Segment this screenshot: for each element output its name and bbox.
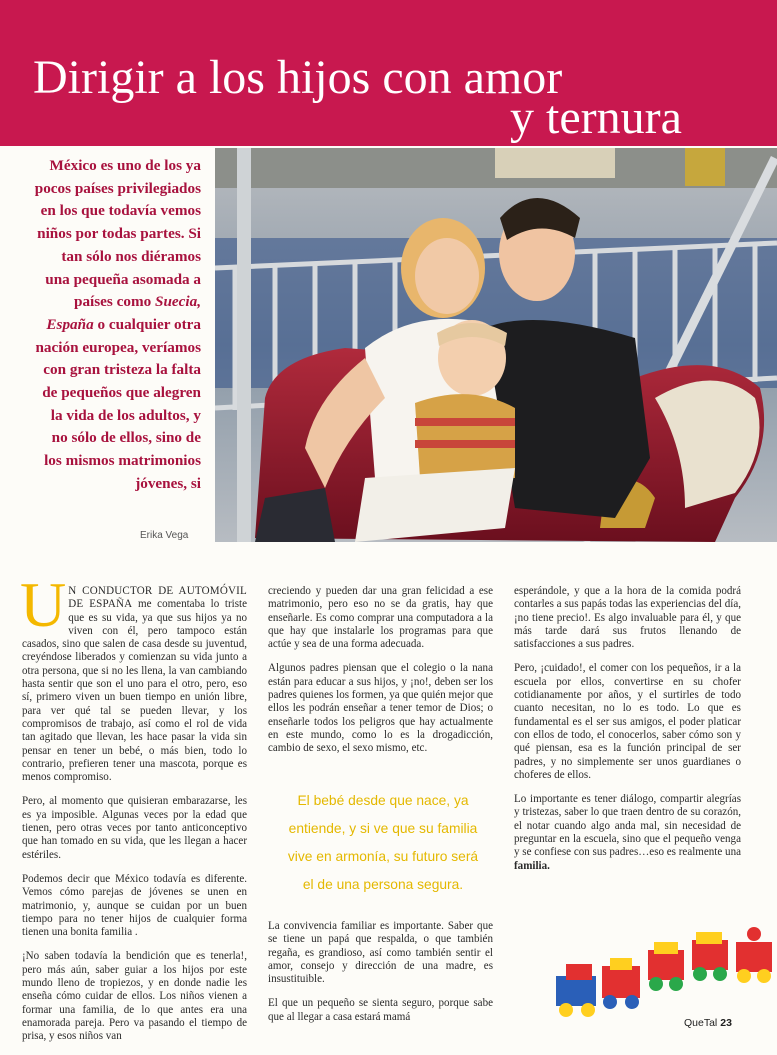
article-column-2-bottom [268,920,493,1035]
page-number: 23 [720,1017,732,1029]
lede-text-1: México es uno de los ya pocos países privilegiados en los que todavía vemos niños por todas partes. Si tan sólo nos diéramos una pequeña asomada a países como [34,157,201,311]
article-column-1 [20,569,247,1055]
photo-illustration [215,148,777,542]
family-carousel-photo [215,148,777,542]
paragraph-4: ¡No saben todavía la bendición que es tenerla!, pero más aún, saber guiar a los hijos por este mundo lleno de tropiezos, y en donde nadie les enseña cómo cuidar de ellos. Los niños vienen a formar una familia, de lo que antes era una enamorada pareja. Pero va pasando el tiempo de prisa, y esos niños van [22,950,247,1043]
title-banner [0,0,777,146]
page-footer [684,1017,732,1029]
toy-train-icon [548,926,777,1026]
lede-text-2: o cualquier otra nación europea, veríamos con gran tristeza la falta de pequeños que alegren la vida de los adultos, y no sólo de ellos, sino de los mismos matrimonios jóvenes, si [35,315,201,492]
paragraph-1 [20,569,247,784]
paragraph-10: Pero, ¡cuidado!, el comer con los pequeños, ir a la escuela por ellos, convertirse en su chofer cotidianamente por años, y el surtirles de todo cuanto necesitan, no lo es todo. Lo que es fundamental es el ser sus amigos, el poder platicar con ellos de todo, el conocerlos, saber cómo son y qué piensan, esa es la función principal de ser padres, y no simplemente ser unos guardianes o choferes de ellos. [514,662,741,781]
magazine-name: QueTal [684,1017,718,1029]
drop-cap-letter: U [20,569,67,640]
intro-lede [34,155,201,496]
paragraph-9: esperándole, y que a la hora de la comida podrá contarles a sus papás todas las experiencias del día, ¡no tiene precio!. Es algo invaluable para él, y que más tarde dará sus frutos llenando de satisfacciones a sus padres. [514,585,741,651]
paragraph-8: El que un pequeño se sienta seguro, porque sabe que al llegar a casa estará mamá [268,997,493,1023]
lede-italic-countries: Suecia, España [46,293,201,333]
paragraph-2: Pero, al momento que quisieran embarazarse, les es ya imposible. Algunas veces por la edad que tienen, pero otras veces por tanto anticonceptivo que han tomado en su vida, que les llegan a hacer estériles. [22,795,247,861]
paragraph-1-rest: me comentaba lo triste que es su vida, ya que sus hijos ya no viven con él, pero tampoco están casados, sino que salen de casa desde su juventud, creyéndose liberados y comienzan su vida junto a otra persona, que si no les llena, la van cambiando hasta sentir que son el uno para el otro, pero, eso sí, primero viven un buen tiempo en unión libre, para ver qué tal se pueden llevar, y los compromisos de trabajo, así como el rol de vida tan agitado que llevan, les hace pasar la vida sin pensar en tener un bebé, o más bien, todo lo contrario, prefieren tener una mascota, porque es menos compromiso. [22,598,247,784]
paragraph-3: Podemos decir que México todavía es diferente. Vemos cómo parejas de jóvenes se unen en matrimonio, y, aunque se cuidan por un buen tiempo para no tener hijos de cualquier forma tienen una bonita familia . [22,872,247,939]
pull-quote-line: entiende, y si ve que su familia [288,821,478,836]
paragraph-6: Algunos padres piensan que el colegio o la nana están para educar a sus hijos, y ¡no!, deben ser los padres quienes los formen, ya que quién mejor que ellos les podrán enseñar a tener temor de Dios; o enseñarle todos los peligros que hay actualmente en este mundo, como lo es la drogadicción, cambio de sexo, el sexo mismo, etc. [268,662,493,755]
article-title-line1: Dirigir a los hijos con amor [33,51,563,104]
article-title-line2: y ternura [510,91,682,144]
article-column-2-top [268,585,493,767]
paragraph-11-text: Lo importante es tener diálogo, compartir alegrías y tristezas, saber lo que traen dentro de su corazón, el notar cuando algo anda mal, sin necesidad de preguntar en la escuela, sino que el pequeño venga y se confiese con sus padres…eso es realmente una [514,793,741,859]
paragraph-11 [514,793,741,873]
pull-quote-line: vive en armonía, su futuro será [287,849,479,864]
paragraph-5: creciendo y pueden dar una gran felicidad a ese matrimonio, pero eso no se da gratis, hay que enseñarle. Es como comprar una computadora a la que hay que instalarle los programas para que actúe y sea de una forma adecuada. [268,585,493,651]
pull-quote-line: el de una persona segura. [302,877,464,892]
pull-quote [268,787,498,899]
article-column-3 [514,585,741,884]
closing-emphasis-word: familia. [514,859,550,872]
toy-train-illustration [548,926,777,1026]
opening-caps: N CONDUCTOR DE AUTOMÓVIL DE ESPAÑA [68,585,247,611]
author-byline: Erika Vega [140,530,189,541]
pull-quote-line: El bebé desde que nace, ya [297,793,469,808]
paragraph-7: La convivencia familiar es importante. Saber que se tiene un papá que respalda, o que también regaña, es grandioso, así como también sentir el amor, consejo y dirección de una madre, es insustituible. [268,920,493,986]
